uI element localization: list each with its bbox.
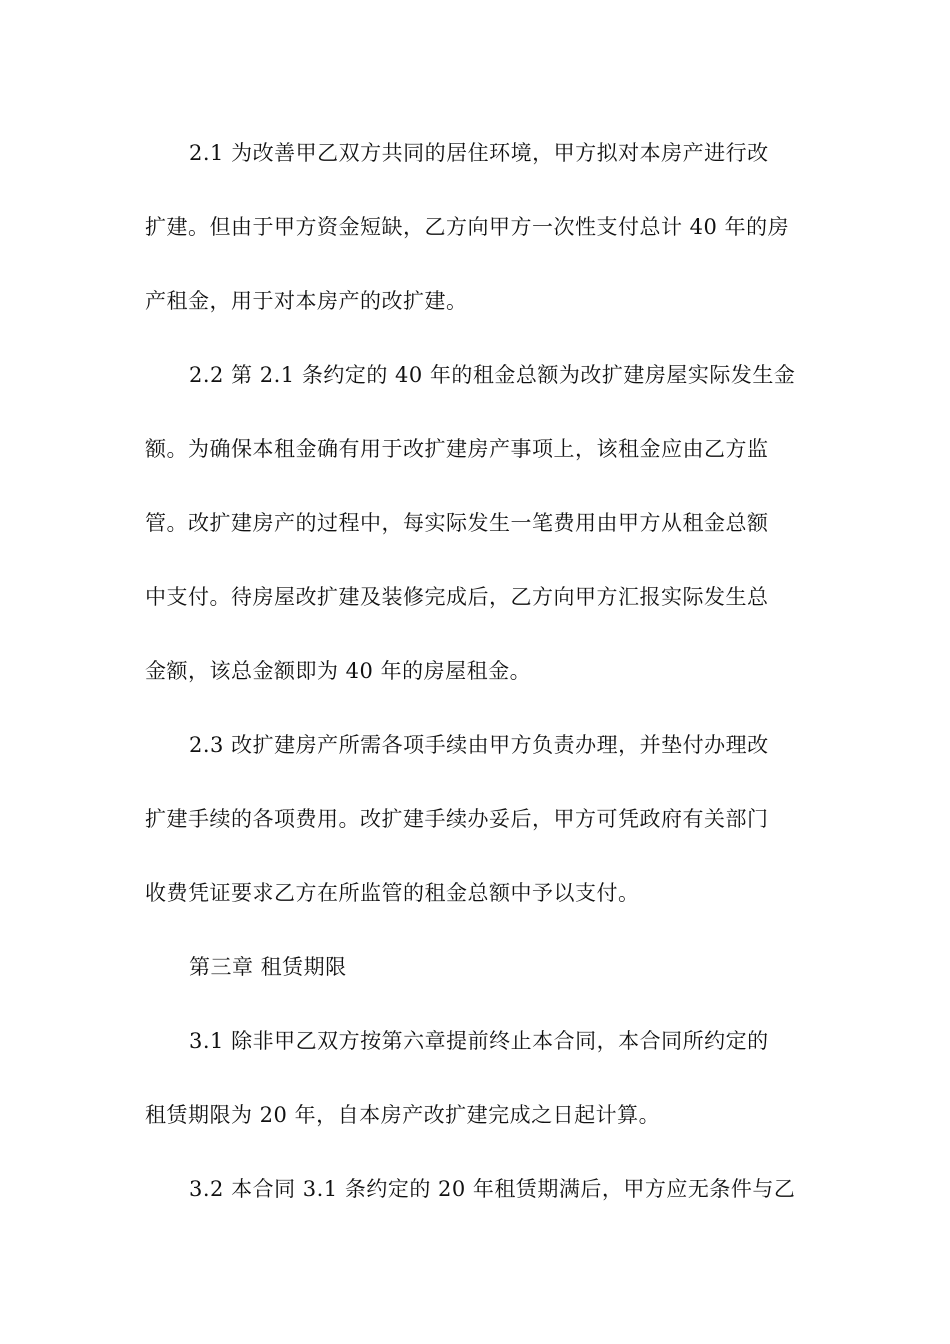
clause-2-2-line-5: 金额，该总金额即为 40 年的房屋租金。 [145,659,532,683]
chapter-3-heading: 第三章 租赁期限 [189,955,347,979]
clause-2-2-line-4: 中支付。待房屋改扩建及装修完成后，乙方向甲方汇报实际发生总 [145,585,769,609]
clause-2-3-line-3: 收费凭证要求乙方在所监管的租金总额中予以支付。 [145,881,640,905]
clause-2-1-line-3: 产租金，用于对本房产的改扩建。 [145,289,468,313]
clause-2-2-line-2: 额。为确保本租金确有用于改扩建房产事项上，该租金应由乙方监 [145,437,769,461]
clause-2-2-line-3: 管。改扩建房产的过程中，每实际发生一笔费用由甲方从租金总额 [145,511,769,535]
clause-3-2-line-1: 3.2 本合同 3.1 条约定的 20 年租赁期满后，甲方应无条件与乙 [189,1177,796,1201]
clause-2-3-line-1: 2.3 改扩建房产所需各项手续由甲方负责办理，并垫付办理改 [189,733,769,757]
clause-3-1-line-1: 3.1 除非甲乙双方按第六章提前终止本合同，本合同所约定的 [189,1029,769,1053]
clause-2-2-line-1: 2.2 第 2.1 条约定的 40 年的租金总额为改扩建房屋实际发生金 [189,363,796,387]
clause-2-1-line-2: 扩建。但由于甲方资金短缺，乙方向甲方一次性支付总计 40 年的房 [145,215,790,239]
clause-3-1-line-2: 租赁期限为 20 年，自本房产改扩建完成之日起计算。 [145,1103,661,1127]
clause-2-3-line-2: 扩建手续的各项费用。改扩建手续办妥后，甲方可凭政府有关部门 [145,807,769,831]
clause-2-1-line-1: 2.1 为改善甲乙双方共同的居住环境，甲方拟对本房产进行改 [189,141,769,165]
